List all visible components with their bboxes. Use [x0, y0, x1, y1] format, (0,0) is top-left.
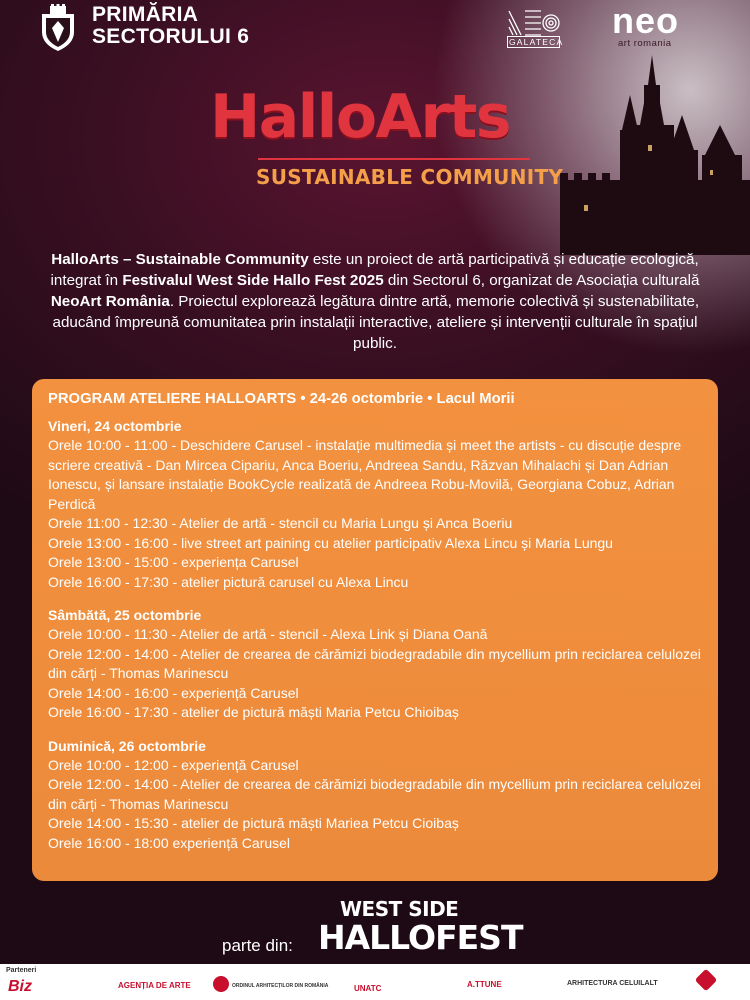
- intro-bold-2: Festivalul West Side Hallo Fest 2025: [122, 272, 384, 289]
- partner-red-logo-icon: [695, 969, 718, 992]
- parte-din-label: parte din:: [222, 936, 293, 955]
- partner-attune-logo: A.TTUNE: [467, 980, 502, 989]
- day-title: Sâmbătă, 25 octombrie: [48, 607, 202, 623]
- day-friday: [48, 417, 702, 592]
- day-saturday: [48, 606, 702, 723]
- intro-text-1: este un proiect de artă participativă și educație ecologică, integrat în: [50, 251, 699, 289]
- schedule-line: Orele 13:00 - 16:00 - live street art paining cu atelier participativ Alexa Lincu și Maria Lungu: [48, 534, 613, 551]
- program-title: PROGRAM ATELIERE HALLOARTS • 24-26 octombrie • Lacul Morii: [48, 391, 515, 407]
- halloarts-title: HalloArts: [210, 82, 510, 152]
- partner-biz-logo: Biz: [8, 978, 32, 995]
- schedule-line: Orele 12:00 - 14:00 - Atelier de crearea de cărămizi biodegradabile din mycellium prin reciclarea celulozei din cărți - Thomas Marinescu: [48, 645, 701, 681]
- west-side-logo-text: WEST SIDE: [340, 897, 459, 921]
- hallofest-logo-text: HALLOFEST: [318, 918, 523, 957]
- program-box: [32, 379, 718, 881]
- neo-logo-subtitle: art romania: [618, 38, 672, 49]
- day-sunday: [48, 737, 702, 854]
- oar-logo-icon: [213, 976, 229, 992]
- schedule-line: Orele 16:00 - 17:30 - atelier pictură carusel cu Alexa Lincu: [48, 573, 409, 590]
- schedule-line: Orele 16:00 - 18:00 experiență Carusel: [48, 834, 291, 851]
- schedule-line: Orele 10:00 - 11:30 - Atelier de artă - stencil - Alexa Link și Diana Oană: [48, 626, 488, 642]
- partner-arhitectura-logo: ARHITECTURA CELUILALT: [567, 980, 658, 987]
- partner-agentia-logo: AGENȚIA DE ARTE: [118, 981, 191, 990]
- partners-label: Parteneri: [6, 967, 37, 974]
- day-title: Duminică, 26 octombrie: [48, 737, 206, 754]
- neo-logo: neo: [612, 0, 680, 41]
- partners-bar: [0, 964, 750, 1000]
- primaria-line2: SECTORULUI 6: [92, 25, 250, 48]
- schedule-line: Orele 10:00 - 11:00 - Deschidere Carusel - instalație multimedia și meet the artists - cu discuție despre scriere creativă - Dan Mircea Cipariu, Anca Boeriu, Andreea Sandu, Răzvan Mihalachi și Dan Adrian Ionescu, și lansare instalație BookCycle realizată de Andreea Robu-Movilă, Georgiana Cobuz, Adrian Perdică: [48, 437, 682, 512]
- galateca-label: GALATECA: [509, 37, 564, 47]
- intro-bold-1: HalloArts – Sustainable Community: [51, 251, 309, 268]
- schedule-line: Orele 10:00 - 12:00 - experiență Carusel: [48, 756, 299, 773]
- day-title: Vineri, 24 octombrie: [48, 418, 182, 434]
- intro-bold-3: NeoArt România: [50, 293, 170, 310]
- primaria-logo-text: [92, 4, 249, 48]
- sustainable-community-subtitle: SUSTAINABLE COMMUNITY: [256, 165, 564, 189]
- schedule-line: Orele 12:00 - 14:00 - Atelier de crearea de cărămizi biodegradabile din mycellium prin reciclarea celulozei din cărți - Thomas Marinescu: [48, 776, 701, 812]
- schedule-line: Orele 16:00 - 17:30 - atelier de pictură măști Maria Petcu Chioibaș: [48, 704, 459, 720]
- schedule-line: Orele 14:00 - 15:30 - atelier de pictură măști Mariea Petcu Cioibaș: [48, 815, 459, 831]
- schedule-line: Orele 13:00 - 15:00 - experiența Carusel: [48, 554, 299, 570]
- partner-oar-logo: ORDINUL ARHITECȚILOR DIN ROMÂNIA: [232, 983, 329, 989]
- schedule-line: Orele 11:00 - 12:30 - Atelier de artă - stencil cu Maria Lungu și Anca Boeriu: [48, 515, 513, 531]
- title-underline: [258, 158, 530, 160]
- castle-silhouette-icon: [560, 55, 750, 255]
- sector6-crest-icon: [38, 4, 78, 52]
- intro-text-2: din Sectorul 6, organizat de Asociația culturală: [383, 272, 700, 289]
- intro-text-3: . Proiectul explorează legătura dintre artă, memorie colectivă și sustenabilitate, aducând împreună comunitatea prin instalații interactive, ateliere și intervenții culturale în spațiul public.: [52, 293, 700, 352]
- primaria-line1: PRIMĂRIA: [92, 3, 199, 26]
- schedule-line: Orele 14:00 - 16:00 - experiență Carusel: [48, 684, 299, 701]
- intro-paragraph: [40, 249, 710, 354]
- partner-unatc-logo: UNATC: [354, 984, 382, 993]
